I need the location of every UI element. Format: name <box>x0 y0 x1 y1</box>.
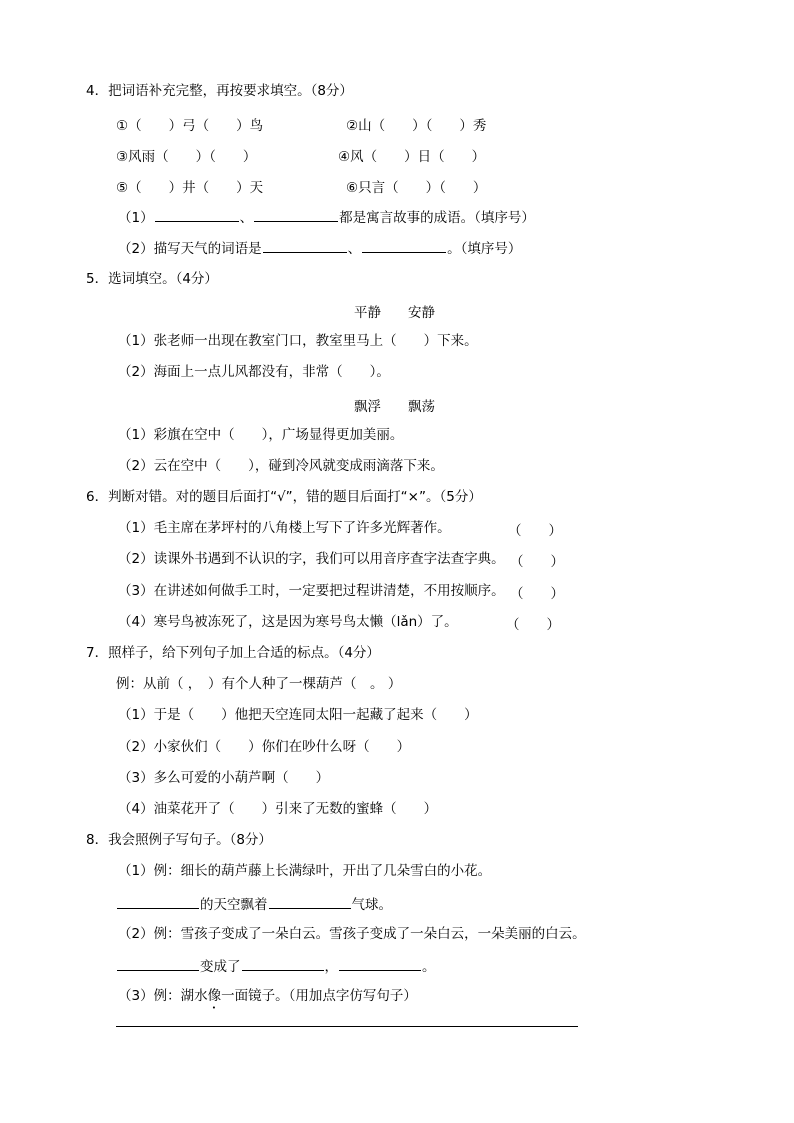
q6-item-4-mark[interactable]: （ ） <box>506 617 560 633</box>
q7-item-4: （4）油菜花开了（ ）引来了无数的蜜蜂（ ） <box>118 801 438 817</box>
q8-example-3-a: （3）例：湖水 <box>118 988 208 1004</box>
q7-example: 例：从前（ ， ）有个人种了一棵葫芦（ 。 ） <box>116 676 402 692</box>
q8-example-3-b: 一面镜子。（用加点字仿写句子） <box>221 988 417 1004</box>
q5-title: 5．选词填空。（4分） <box>86 271 218 287</box>
q4-sub1 <box>118 207 535 227</box>
q6-item-2-mark[interactable]: （ ） <box>510 554 564 570</box>
q8-title: 8．我会照例子写句子。（8分） <box>86 832 272 848</box>
q4-sub1-blank-1[interactable] <box>155 207 239 222</box>
q7-title: 7．照样子，给下列句子加上合适的标点。（4分） <box>86 645 380 661</box>
q8-fill-1-blank-1[interactable] <box>117 894 199 909</box>
q8-example-1: （1）例：细长的葫芦藤上长满绿叶，开出了几朵雪白的小花。 <box>118 863 492 879</box>
q6-item-3: （3）在讲述如何做手工时，一定要把过程讲清楚，不用按顺序。 <box>118 583 505 599</box>
q8-fill-1-end: 气球。 <box>351 897 392 913</box>
q8-fill-2-sep: ， <box>324 959 338 975</box>
q4-item-4: ④风（ ）日（ ） <box>338 149 486 165</box>
q4-sub2-sep: 、 <box>347 241 362 257</box>
q4-sub2-label: （2）描写天气的词语是 <box>118 241 262 257</box>
q7-item-2: （2）小家伙们（ ）你们在吵什么呀（ ） <box>118 739 411 755</box>
q8-example-3-dotted-char: 像 <box>207 988 222 1004</box>
q8-fill-2-blank-3[interactable] <box>339 956 421 971</box>
q4-item-5: ⑤（ ）井（ ）天 <box>116 180 264 196</box>
q4-sub2 <box>118 238 521 258</box>
q8-fill-1-text: 的天空飘着 <box>200 897 268 913</box>
q8-fill-2-text: 变成了 <box>200 959 241 975</box>
q6-item-2: （2）读课外书遇到不认识的字，我们可以用音序查字法查字典。 <box>118 551 505 567</box>
q4-item-1: ①（ ）弓（ ）鸟 <box>116 118 264 134</box>
q5-sentence-2: （2）海面上一点儿风都没有，非常（ ）。 <box>118 364 390 380</box>
q8-fill-1-blank-2[interactable] <box>269 894 351 909</box>
q5-sentence-1: （1）张老师一出现在教室门口，教室里马上（ ）下来。 <box>118 333 478 349</box>
q6-title: 6．判断对错。对的题目后面打“√”，错的题目后面打“×”。（5分） <box>86 489 482 505</box>
q6-item-4: （4）寒号鸟被冻死了，这是因为寒号鸟太懒（lǎn）了。 <box>118 614 458 630</box>
q4-sub1-sep: 、 <box>239 210 254 226</box>
q5-sentence-3: （1）彩旗在空中（ ），广场显得更加美丽。 <box>118 427 404 443</box>
q5-word-bank-2: 飘浮 飘荡 <box>354 399 435 415</box>
q7-item-3: （3）多么可爱的小葫芦啊（ ） <box>118 770 330 786</box>
q6-item-3-mark[interactable]: （ ） <box>510 586 564 602</box>
q8-fill-2-blank-1[interactable] <box>117 956 199 971</box>
q5-word-bank-1: 平静 安静 <box>354 305 435 321</box>
q8-fill-2-blank-2[interactable] <box>242 956 324 971</box>
q8-fill-2 <box>116 956 436 976</box>
q4-item-6: ⑥只言（ ）（ ） <box>346 180 487 196</box>
q8-example-3 <box>118 987 417 1012</box>
q4-item-3: ③风雨（ ）（ ） <box>116 149 257 165</box>
q4-title: 4．把词语补充完整，再按要求填空。（8分） <box>86 83 353 99</box>
q6-item-1: （1）毛主席在茅坪村的八角楼上写下了许多光辉著作。 <box>118 520 451 536</box>
q8-fill-1 <box>116 894 392 914</box>
q4-sub1-label: （1） <box>118 210 154 226</box>
q5-sentence-4: （2）云在空中（ ），碰到冷风就变成雨滴落下来。 <box>118 458 444 474</box>
q4-item-2: ②山（ ）（ ）秀 <box>346 118 487 134</box>
q7-item-1: （1）于是（ ）他把天空连同太阳一起藏了起来（ ） <box>118 707 478 723</box>
q4-sub2-blank-2[interactable] <box>362 238 446 253</box>
q4-sub2-blank-1[interactable] <box>263 238 347 253</box>
q8-fill-2-end: 。 <box>422 959 436 975</box>
q6-item-1-mark[interactable]: （ ） <box>508 523 562 539</box>
q8-example-2: （2）例：雪孩子变成了一朵白云。雪孩子变成了一朵白云，一朵美丽的白云。 <box>118 926 586 942</box>
q4-sub2-text: 。（填序号） <box>447 241 522 257</box>
q4-sub1-text: 都是寓言故事的成语。（填序号） <box>339 210 535 226</box>
q4-sub1-blank-2[interactable] <box>254 207 338 222</box>
q8-answer-line[interactable] <box>116 1026 578 1027</box>
